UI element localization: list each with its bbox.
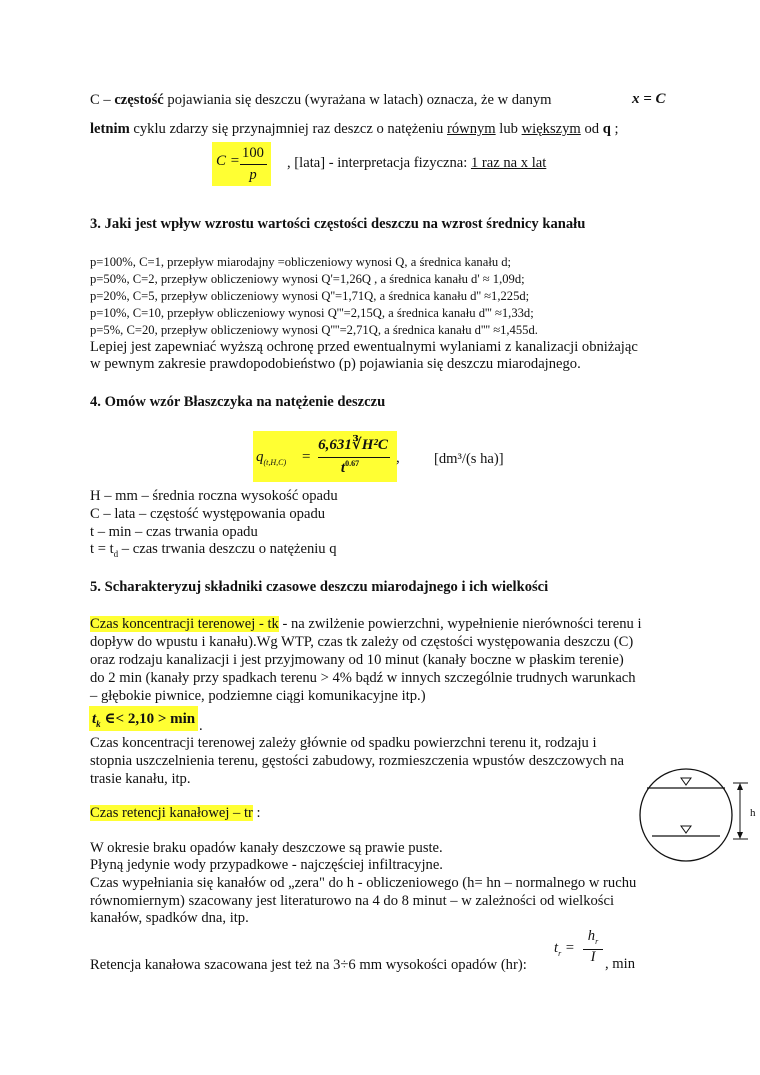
tr-formula-unit: , min <box>605 956 635 972</box>
tr-formula-lhs: $t_r$ = <box>554 940 575 958</box>
tk-first-line: Czas koncentracji terenowej - tk - na zwilżenie powierzchni, wypełnienie nierówności terenu i <box>90 616 642 632</box>
formula-c-num: 100 <box>242 145 264 161</box>
formula-q-lhs: $q_{(t,H,C)}$ <box>256 449 287 467</box>
formula-q-num: 6,631∛H²C <box>318 437 388 453</box>
def-h: H – mm – średnia roczna wysokość opadu <box>90 488 338 504</box>
def-td: $t = t_d$ – czas trwania deszczu o natężeniu q <box>90 541 337 559</box>
tk-para-2: stopnia uszczelnienia terenu, gęstości zabudowy, rozmieszczenia wpustów deszczowych na <box>90 753 624 769</box>
section-5-heading: 5. Scharakteryzuj składniki czasowe deszczu miarodajnego i ich wielkości <box>90 579 549 595</box>
formula-q-unit: [dm³/(s ha)] <box>434 451 504 467</box>
tr-line-3: Czas wypełniania się kanałów od „zera" do h - obliczeniowego (h= hn – normalnego w ruchu <box>90 875 637 891</box>
dim-arrow-up-icon <box>737 783 743 790</box>
tk-line-2: oraz rodzaju kanalizacji i jest przyjmowany od 10 minut (kanały boczne w płaskim terenie) <box>90 652 624 668</box>
tk-line-4: – głębokie piwnice, podziemne ciągi komunikacyjne itp.) <box>90 688 426 704</box>
diagram-h-label: h <box>750 807 756 819</box>
tr-line-1: W okresie braku opadów kanały deszczowe są prawie puste. <box>90 840 443 856</box>
formula-c-interpretation: , [lata] - interpretacja fizyczna: 1 raz na x lat <box>287 155 547 171</box>
tk-line-3: do 2 min (kanały przy spadkach terenu > 4% bądź w innych szczególnie trudnych warunkach <box>90 670 636 686</box>
tr-line-5: kanałów, spadków dna, itp. <box>90 910 249 926</box>
tr-line-2: Płyną jedynie wody przypadkowe - najczęściej infiltracyjne. <box>90 857 443 873</box>
section-3-para-2: w pewnym zakresie prawdopodobieństwo (p) pojawiania się deszczu miarodajnego. <box>90 356 581 372</box>
top-level-marker-icon <box>681 778 691 785</box>
tk-para-1: Czas koncentracji terenowej zależy głównie od spadku powierzchni terenu it, rodzaju i <box>90 735 597 751</box>
tr-formula-num: $h_r$ <box>587 928 599 946</box>
retention-line: Retencja kanałowa szacowana jest też na 3÷6 mm wysokości opadów (hr): <box>90 957 527 973</box>
def-t: t – min – czas trwania opadu <box>90 524 258 540</box>
tr-line-4: równomiernym) szacowany jest literaturowo na 4 do 8 minut – w zależności od wielkości <box>90 893 615 909</box>
bottom-level-marker-icon <box>681 826 691 833</box>
section-3-line-5: p=5%, C=20, przepływ obliczeniowy wynosi Q''''=2,71Q, a średnica kanału d'''' ≈1,455d. <box>90 323 538 337</box>
formula-q-bar <box>318 457 390 458</box>
section-4-heading: 4. Omów wzór Błaszczyka na natężenie deszczu <box>90 394 386 410</box>
tk-formula: $t_k$ ∈< 2,10 > min <box>92 711 196 729</box>
section-3-line-4: p=10%, C=10, przepływ obliczeniowy wynosi Q'''=2,15Q, a średnica kanału d''' ≈1,33d; <box>90 306 534 320</box>
pipe-cross-section-diagram <box>636 760 758 880</box>
tk-line-1: dopływ do wpustu i kanału).Wg WTP, czas tk zależy od częstości występowania deszczu (C) <box>90 634 634 650</box>
formula-q-eq: = <box>302 449 311 465</box>
tr-line: Czas retencji kanałowej – tr : <box>90 805 261 821</box>
dim-arrow-down-icon <box>737 832 743 839</box>
tr-label: Czas retencji kanałowej – tr <box>90 805 253 821</box>
section-3-line-3: p=20%, C=5, przepływ obliczeniowy wynosi Q''=1,71Q, a średnica kanału d'' ≈1,225d; <box>90 289 530 303</box>
intro-line-1: C – częstość pojawiania się deszczu (wyrażana w latach) oznacza, że w danym <box>90 92 552 108</box>
section-3-heading: 3. Jaki jest wpływ wzrostu wartości częstości deszczu na wzrost średnicy kanału <box>90 216 586 232</box>
formula-c-lhs: C = <box>216 153 240 169</box>
section-3-line-1: p=100%, C=1, przepływ miarodajny =obliczeniowy wynosi Q, a średnica kanału d; <box>90 255 512 269</box>
formula-c-den: p <box>249 167 257 183</box>
pipe-circle <box>640 769 732 861</box>
formula-q-comma: , <box>396 450 400 466</box>
tk-formula-dot: . <box>199 718 203 734</box>
section-3-line-2: p=50%, C=2, przepływ obliczeniowy wynosi Q'=1,26Q , a średnica kanału d' ≈ 1,09d; <box>90 272 525 286</box>
tk-para-3: trasie kanału, itp. <box>90 771 191 787</box>
formula-q-den: $t^{0.67}$ <box>340 459 360 476</box>
tk-label: Czas koncentracji terenowej - tk <box>90 616 279 632</box>
x-eq-c: x = C <box>632 91 666 107</box>
def-c: C – lata – częstość występowania opadu <box>90 506 326 522</box>
tr-formula-den: I <box>590 949 596 965</box>
section-3-para-1: Lepiej jest zapewniać wyższą ochronę przed ewentualnymi wylaniami z kanalizacji obniżając <box>90 339 638 355</box>
formula-c-bar <box>240 164 267 165</box>
intro-line-2: letnim cyklu zdarzy się przynajmniej raz deszcz o natężeniu równym lub większym od q ; <box>90 121 619 137</box>
